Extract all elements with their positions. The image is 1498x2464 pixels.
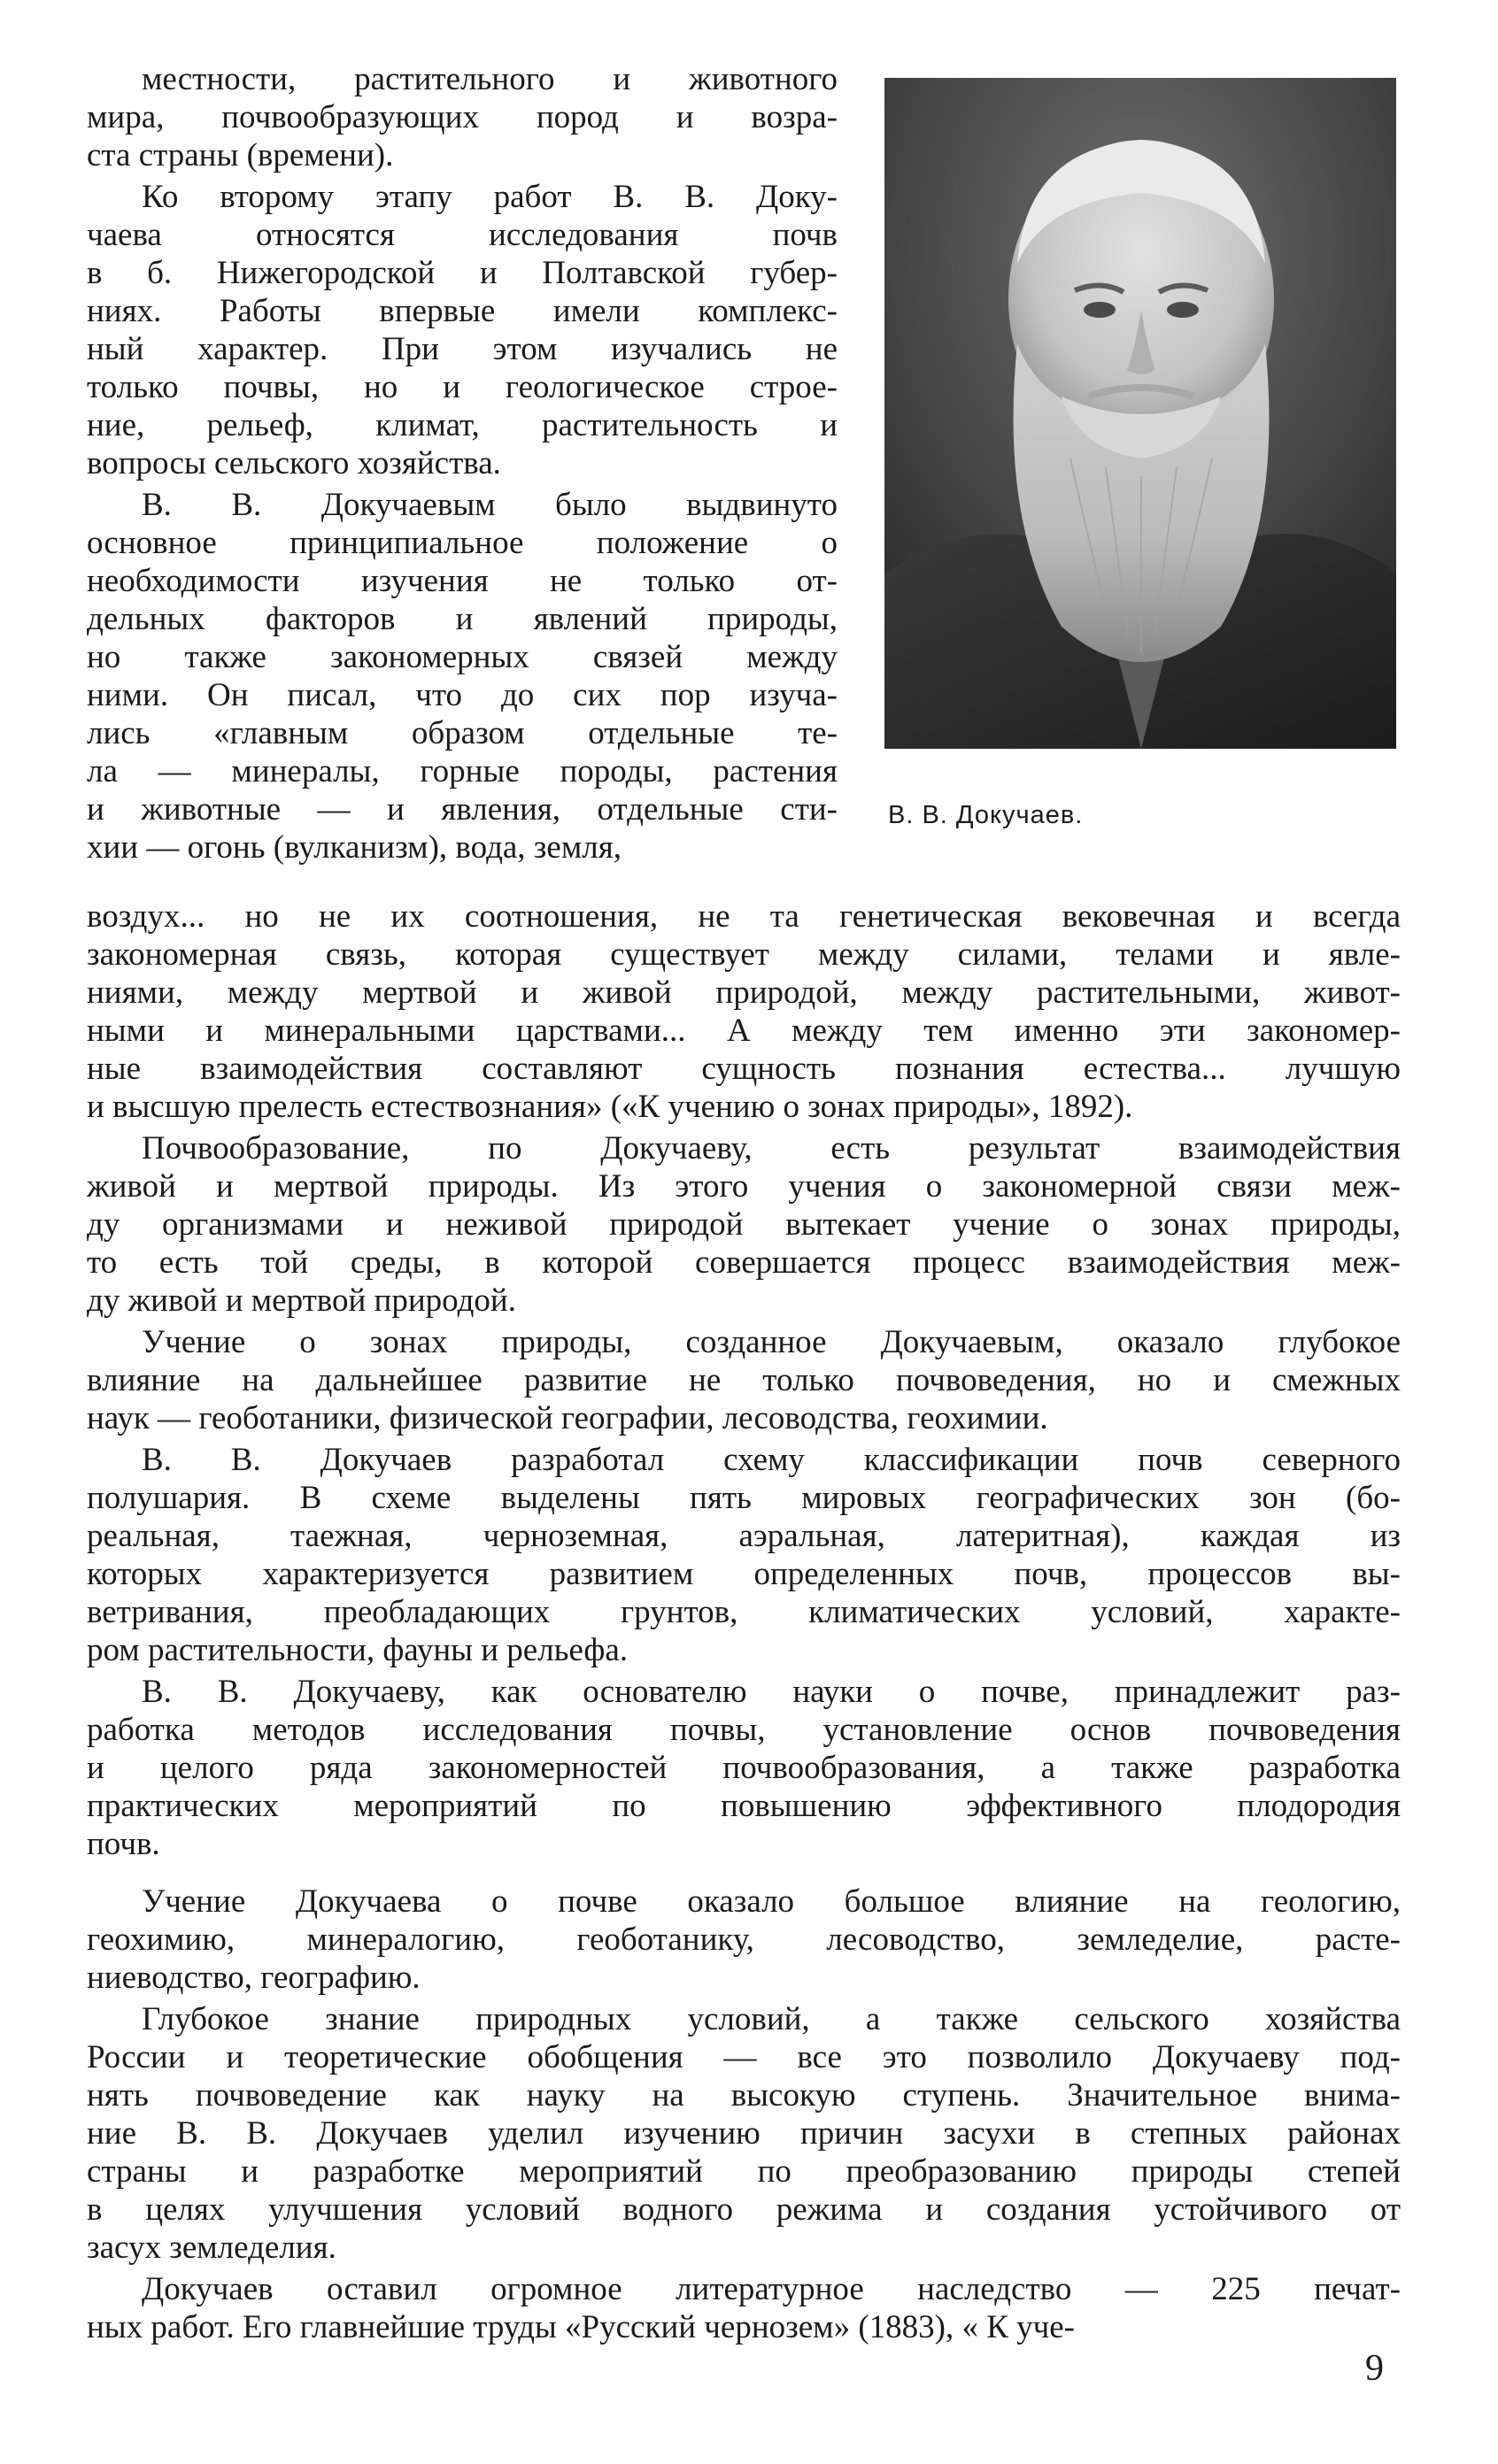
text-line: ниями, между мертвой и живой природой, между растительными, живот- [87,974,1401,1011]
text-line: В. В. Докучаеву, как основателю науки о почве, принадлежит раз- [142,1674,1401,1710]
text-line: ниеводство, географию. [87,1960,421,1996]
text-line: хии — огонь (вулканизм), вода, земля, [87,829,622,866]
text-line: дельных факторов и явлений природы, [87,601,838,637]
text-line: практических мероприятий по повышению эффективного плодородия [87,1788,1401,1824]
paragraph [87,1441,1401,1669]
figure-caption: В. В. Докучаев. [888,801,1084,829]
text-line: реальная, таежная, черноземная, аэральная, латеритная), каждая из [87,1518,1401,1554]
text-line: ный характер. При этом изучались не [87,331,838,367]
text-line: Учение о зонах природы, созданное Докучаевым, оказало глубокое [142,1324,1401,1360]
text-line: страны и разработке мероприятий по преобразованию природы степей [87,2153,1401,2190]
text-line: только почвы, но и геологическое строе- [87,369,838,405]
top-text-column [87,60,838,870]
paragraph [87,1129,1401,1320]
text-line: почв. [87,1826,160,1862]
text-line: то есть той среды, в которой совершается процесс взаимодействия меж- [87,1244,1401,1281]
text-line: ду организмами и неживой природой вытекает учение о зонах природы, [87,1206,1401,1243]
text-line: полушария. В схеме выделены пять мировых географических зон (бо- [87,1480,1401,1516]
text-line: и высшую прелесть естествознания» («К учению о зонах природы», 1892). [87,1089,1133,1125]
text-line: местности, растительного и животного [142,61,838,97]
text-line: ними. Он писал, что до сих пор изуча- [87,677,838,713]
text-line: наук — геоботаники, физической географии, лесоводства, геохимии. [87,1400,1048,1436]
text-line: нять почвоведение как науку на высокую ступень. Значительное внима- [87,2077,1401,2114]
text-line: живой и мертвой природы. Из этого учения о закономерной связи меж- [87,1168,1401,1205]
paragraph [87,1323,1401,1437]
text-line: ниях. Работы впервые имели комплекс- [87,293,838,329]
text-line: ными и минеральными царствами... А между тем именно эти закономер- [87,1013,1401,1049]
text-line: В. В. Докучаев разработал схему классификации почв северного [142,1442,1401,1478]
text-line: в б. Нижегородской и Полтавской губер- [87,255,838,291]
page-number: 9 [1365,2348,1384,2389]
text-line: ла — минералы, горные породы, растения [87,753,838,789]
paragraph [87,1883,1401,1997]
text-line: России и теоретические обобщения — все это позволило Докучаеву под- [87,2039,1401,2075]
text-line: В. В. Докучаевым было выдвинуто [142,487,838,523]
text-line: Глубокое знание природных условий, а также сельского хозяйства [142,2001,1401,2037]
text-line: но также закономерных связей между [87,639,838,675]
text-line: работка методов исследования почвы, установление основ почвоведения [87,1712,1401,1748]
text-line: воздух... но не их соотношения, не та генетическая вековечная и всегда [87,898,1401,935]
text-line: которых характеризуется развитием определенных почв, процессов вы- [87,1556,1401,1592]
text-line: ные взаимодействия составляют сущность познания естества... лучшую [87,1051,1401,1087]
text-line: Докучаев оставил огромное литературное наследство — 225 печат- [142,2271,1401,2307]
paragraph [87,60,838,174]
text-line: ние В. В. Докучаев уделил изучению причин засухи в степных районах [87,2115,1401,2152]
text-line: Почвообразование, по Докучаеву, есть результат взаимодействия [142,1130,1401,1167]
text-line: основное принципиальное положение о [87,525,838,561]
text-line: лись «главным образом отдельные те- [87,715,838,751]
text-line: в целях улучшения условий водного режима и создания устойчивого от [87,2191,1401,2228]
paragraph [87,2270,1401,2346]
text-line: чаева относятся исследования почв [87,217,838,253]
text-line: влияние на дальнейшее развитие не только почвоведения, но и смежных [87,1362,1401,1398]
text-line: закономерная связь, которая существует между силами, телами и явле- [87,936,1401,973]
text-line: и животные — и явления, отдельные сти- [87,791,838,828]
portrait-drawing [884,78,1396,749]
text-line: засух земледелия. [87,2229,336,2266]
paragraph [87,2000,1401,2267]
text-line: мира, почвообразующих пород и возра- [87,99,838,135]
text-line: и целого ряда закономерностей почвообразования, а также разработка [87,1750,1401,1786]
text-line: необходимости изучения не только от- [87,563,838,599]
paragraph [87,897,1401,1126]
text-line: Учение Докучаева о почве оказало большое влияние на геологию, [142,1883,1401,1920]
text-line: Ко второму этапу работ В. В. Доку- [142,179,838,215]
text-line: ду живой и мертвой природой. [87,1282,516,1319]
paragraph [87,1673,1401,1863]
paragraph [87,486,838,866]
main-text-column [87,897,1401,2350]
text-line: ром растительности, фауны и рельефа. [87,1632,629,1668]
text-line: вопросы сельского хозяйства. [87,445,501,481]
text-line: ветривания, преобладающих грунтов, климатических условий, характе- [87,1594,1401,1630]
text-line: ние, рельеф, климат, растительность и [87,407,838,443]
paragraph [87,178,838,482]
text-line: ста страны (времени). [87,137,394,173]
paragraph-gap [87,1867,1401,1883]
text-line: геохимию, минералогию, геоботанику, лесоводство, земледелие, расте- [87,1921,1401,1958]
text-line: ных работ. Его главнейшие труды «Русский чернозем» (1883), « К уче- [87,2309,1075,2345]
portrait-photo [884,78,1396,749]
